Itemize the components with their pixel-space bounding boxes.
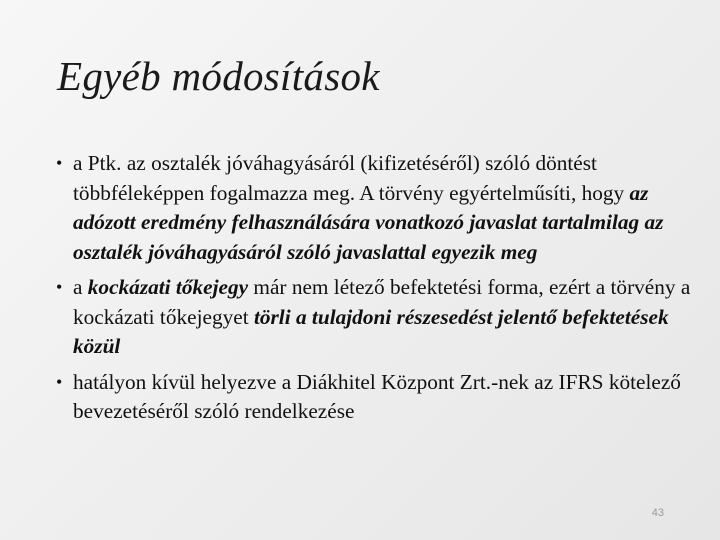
slide-title: Egyéb módosítások <box>57 53 380 99</box>
bullet-list <box>56 149 696 433</box>
bullet-emphasis: kockázati tőkejegy <box>87 275 249 299</box>
bullet-item <box>56 368 696 427</box>
bullet-item <box>56 149 696 267</box>
bullet-text: már nem létező befektetési forma, ezért a törvény a kockázati tőkejegyet <box>73 275 691 329</box>
bullet-text: a <box>73 275 88 299</box>
bullet-text: a Ptk. az osztalék jóváhagyásáról (kifizetéséről) szóló döntést többféleképpen fogalmazza meg. A törvény egyértelműsíti, hogy <box>73 151 630 205</box>
bullet-icon: • <box>56 371 63 392</box>
bullet-emphasis: törli a tulajdoni részesedést jelentő befektetések közül <box>73 304 669 358</box>
bullet-text: hatályon kívül helyezve a Diákhitel Központ Zrt.-nek az IFRS kötelező bevezetéséről szóló rendelkezése <box>73 369 681 423</box>
bullet-icon: • <box>56 153 63 173</box>
bullet-emphasis: az adózott eredmény felhasználására vonatkozó javaslat tartalmilag az osztalék jóváhagyásáról szóló javaslattal egyezik meg <box>73 180 664 264</box>
bullet-icon: • <box>56 277 63 297</box>
page-number: 43 <box>651 507 664 519</box>
bullet-item <box>56 273 696 362</box>
